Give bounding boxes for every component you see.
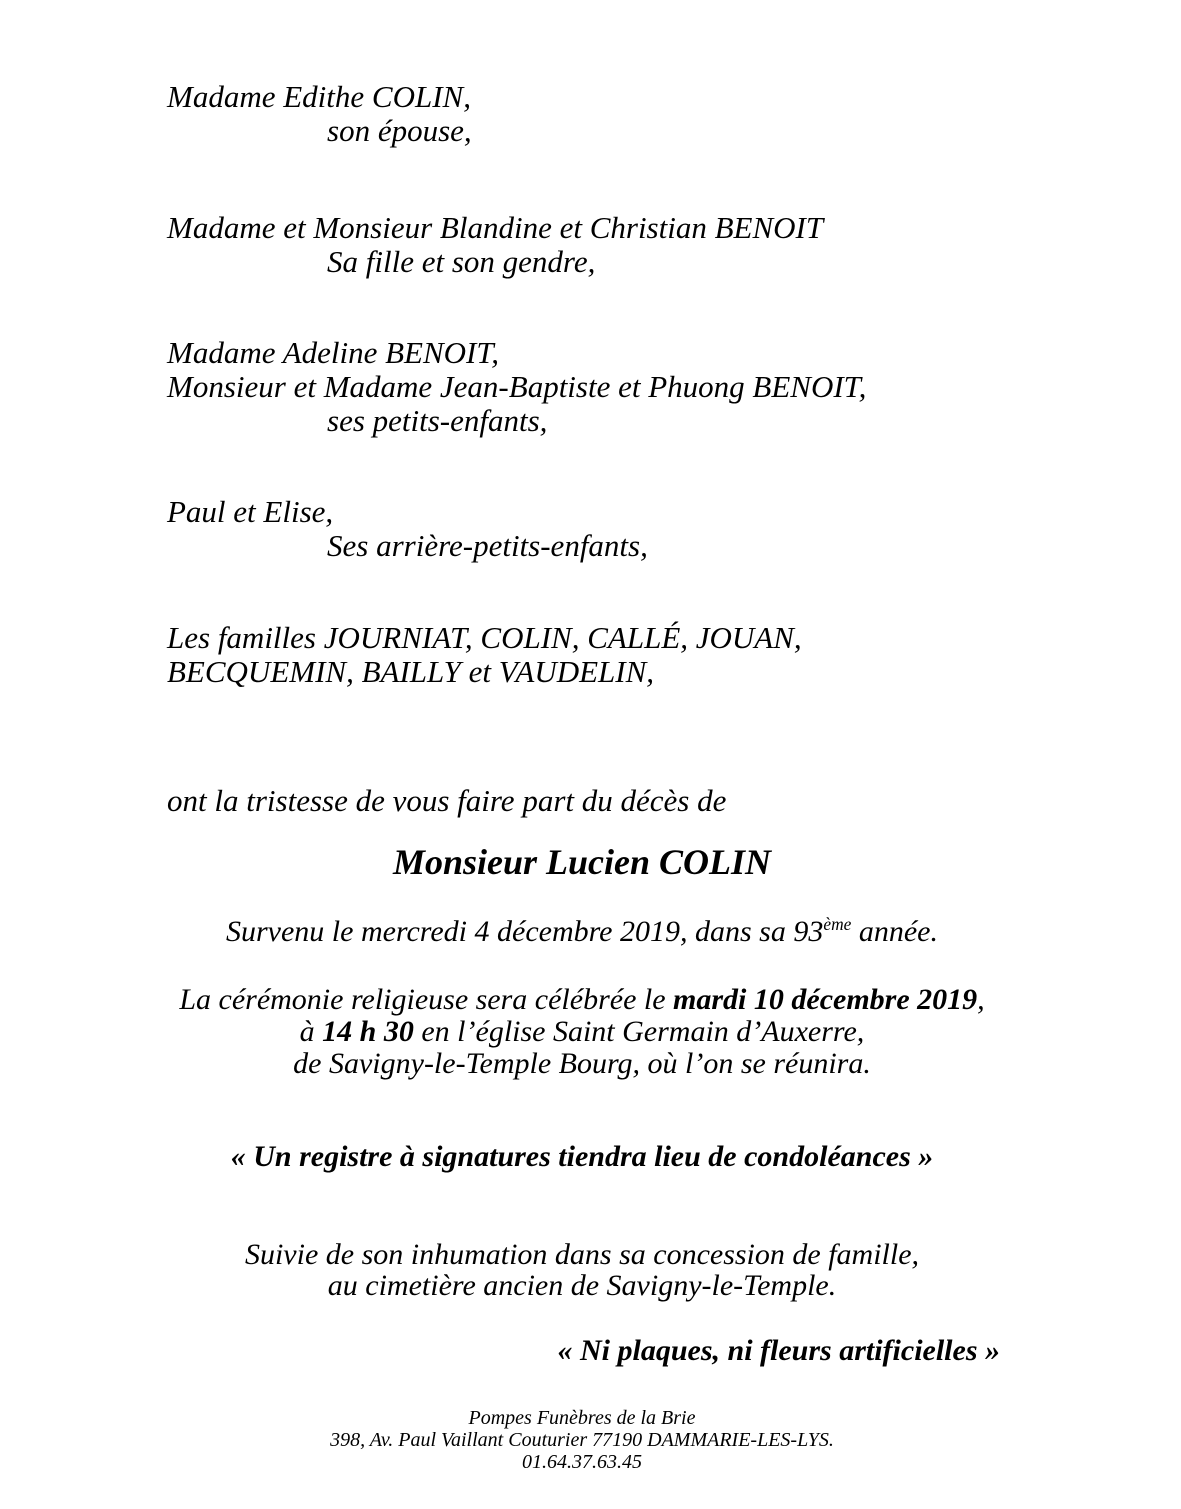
family-group-daughter (167, 211, 1141, 279)
relation-line: son épouse, (327, 113, 472, 148)
ceremony-time-bold: 14 h 30 (322, 1015, 414, 1048)
no-flowers-notice: « Ni plaques, ni fleurs artificielles » (557, 1334, 1000, 1367)
funeral-home-footer (0, 1407, 1164, 1473)
death-date-line (0, 916, 1164, 948)
ceremony-line-2: à 14 h 30 en l’église Saint Germain d’Auxerre, (299, 1015, 865, 1048)
death-date-text-end: année. (851, 915, 938, 948)
family-group-spouse (167, 80, 1141, 148)
family-line: Madame Adeline BENOIT, (167, 335, 500, 370)
family-group-great-grandchildren (167, 495, 1141, 563)
burial-line-2: au cimetière ancien de Savigny-le-Temple. (327, 1269, 837, 1302)
ceremony-date-bold: mardi 10 décembre 2019 (673, 983, 978, 1016)
family-line: Les familles JOURNIAT, COLIN, CALLÉ, JOUAN, (167, 620, 802, 655)
family-line: Madame Edithe COLIN, (167, 79, 471, 114)
relation-line: Ses arrière-petits-enfants, (327, 528, 648, 563)
funeral-home-name: Pompes Funèbres de la Brie (468, 1407, 696, 1429)
relation-line: Sa fille et son gendre, (327, 244, 596, 279)
register-notice: « Un registre à signatures tiendra lieu de condoléances » (230, 1140, 934, 1173)
deceased-name: Monsieur Lucien COLIN (392, 842, 772, 882)
family-group-grandchildren (167, 336, 1141, 438)
announcement-intro: ont la tristesse de vous faire part du décès de (167, 783, 727, 818)
family-line: Monsieur et Madame Jean-Baptiste et Phuong BENOIT, (167, 369, 867, 404)
ordinal-superscript: ème (823, 914, 852, 934)
funeral-home-address: 398, Av. Paul Vaillant Couturier 77190 DAMMARIE-LES-LYS. (330, 1429, 834, 1451)
relation-line: ses petits-enfants, (327, 403, 548, 438)
burial-paragraph (0, 1239, 1164, 1301)
family-line: Madame et Monsieur Blandine et Christian BENOIT (167, 210, 824, 245)
family-group-extended (167, 621, 1141, 689)
burial-line-1: Suivie de son inhumation dans sa concession de famille, (244, 1238, 920, 1271)
funeral-home-phone: 01.64.37.63.45 (522, 1451, 642, 1473)
family-line: BECQUEMIN, BAILLY et VAUDELIN, (167, 654, 655, 689)
ceremony-line-1: La cérémonie religieuse sera célébrée le mardi 10 décembre 2019, (179, 983, 985, 1016)
family-line: Paul et Elise, (167, 494, 334, 529)
ceremony-paragraph (0, 984, 1164, 1080)
ceremony-line-3: de Savigny-le-Temple Bourg, où l’on se réunira. (293, 1047, 871, 1080)
death-date-text: Survenu le mercredi 4 décembre 2019, dans sa 93 (225, 915, 824, 948)
